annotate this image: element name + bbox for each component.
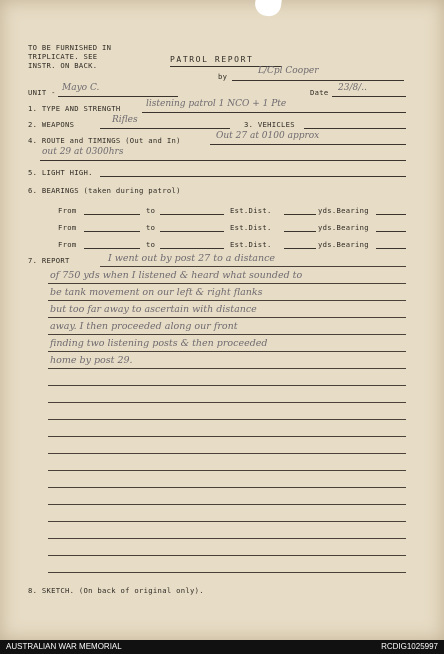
route-line-2	[40, 160, 406, 161]
date-value: 23/8/..	[338, 83, 367, 93]
report-line-5: away. I then proceeded along our front	[50, 321, 238, 332]
by-value: L/Cpl Cooper	[258, 66, 319, 76]
by-label: by	[218, 72, 228, 81]
from-label-3: From	[58, 240, 77, 249]
report-line-4: but too far away to ascertain with distance	[50, 304, 257, 315]
to-label-3: to	[146, 240, 156, 249]
report-line-2: of 750 yds when I listened & heard what sounded to	[50, 270, 303, 281]
light-label: 5. LIGHT HIGH.	[28, 168, 93, 177]
bearings-label: 6. BEARINGS (taken during patrol)	[28, 186, 181, 195]
unit-value: Mayo C.	[62, 83, 100, 93]
report-rule	[48, 487, 406, 488]
from-label-2: From	[58, 223, 77, 232]
route-line-1	[210, 144, 406, 145]
weapons-value: Rifles	[112, 115, 138, 125]
report-rule	[100, 266, 406, 267]
report-rule	[48, 538, 406, 539]
report-line-6: finding two listening posts & then proceeded	[50, 338, 268, 349]
bearing-line-3	[376, 248, 406, 249]
to-line-3	[160, 248, 224, 249]
route-value-2: out 29 at 0300hrs	[42, 147, 124, 157]
instruction-line-3: INSTR. ON BACK.	[28, 61, 98, 70]
unit-line	[58, 96, 178, 97]
from-line-1	[84, 214, 140, 215]
to-line-2	[160, 231, 224, 232]
archive-id: RCDIG1025997	[381, 642, 438, 651]
from-line-2	[84, 231, 140, 232]
to-label-2: to	[146, 223, 156, 232]
sketch-label: 8. SKETCH. (On back of original only).	[28, 586, 204, 595]
unit-label: UNIT -	[28, 88, 56, 97]
est-dist-line-2	[284, 231, 316, 232]
bearing-label-2: yds.Bearing	[318, 223, 369, 232]
bearing-label-3: yds.Bearing	[318, 240, 369, 249]
report-rule	[48, 470, 406, 471]
date-label: Date	[310, 88, 329, 97]
report-line-7: home by post 29.	[50, 355, 133, 366]
weapons-line	[100, 128, 230, 129]
by-line	[232, 80, 404, 81]
est-dist-label-1: Est.Dist.	[230, 206, 272, 215]
est-dist-line-3	[284, 248, 316, 249]
est-dist-label-3: Est.Dist.	[230, 240, 272, 249]
to-label-1: to	[146, 206, 156, 215]
report-rule	[48, 453, 406, 454]
route-label: 4. ROUTE and TIMINGS (Out and In)	[28, 136, 181, 145]
type-strength-label: 1. TYPE AND STRENGTH	[28, 104, 121, 113]
bearing-line-1	[376, 214, 406, 215]
report-rule	[48, 555, 406, 556]
report-rule	[48, 419, 406, 420]
instruction-line-2: TRIPLICATE. SEE	[28, 52, 98, 61]
from-line-3	[84, 248, 140, 249]
torn-notch	[254, 0, 283, 18]
est-dist-label-2: Est.Dist.	[230, 223, 272, 232]
report-rule	[48, 300, 406, 301]
vehicles-line	[304, 128, 406, 129]
report-rule	[48, 504, 406, 505]
report-rule	[48, 436, 406, 437]
report-rule	[48, 317, 406, 318]
date-line	[332, 96, 406, 97]
vehicles-label: 3. VEHICLES	[244, 120, 295, 129]
from-label-1: From	[58, 206, 77, 215]
report-rule	[48, 402, 406, 403]
light-line	[100, 176, 406, 177]
report-line-3: be tank movement on our left & right flanks	[50, 287, 263, 298]
report-rule	[48, 334, 406, 335]
report-label: 7. REPORT	[28, 256, 70, 265]
report-rule	[48, 283, 406, 284]
to-line-1	[160, 214, 224, 215]
bearing-label-1: yds.Bearing	[318, 206, 369, 215]
report-rule	[48, 385, 406, 386]
weapons-label: 2. WEAPONS	[28, 120, 75, 129]
type-strength-line	[142, 112, 406, 113]
report-line-1: I went out by post 27 to a distance	[108, 253, 276, 264]
report-rule	[48, 351, 406, 352]
report-rule	[48, 368, 406, 369]
report-rule	[48, 572, 406, 573]
form-title: PATROL REPORT	[170, 55, 254, 64]
instruction-line-1: TO BE FURNISHED IN	[28, 43, 112, 52]
archive-name: AUSTRALIAN WAR MEMORIAL	[6, 642, 122, 651]
archive-footer	[0, 640, 444, 654]
est-dist-line-1	[284, 214, 316, 215]
route-value-1: Out 27 at 0100 approx	[216, 131, 320, 141]
bearing-line-2	[376, 231, 406, 232]
report-rule	[48, 521, 406, 522]
type-strength-value: listening patrol 1 NCO + 1 Pte	[146, 99, 287, 109]
